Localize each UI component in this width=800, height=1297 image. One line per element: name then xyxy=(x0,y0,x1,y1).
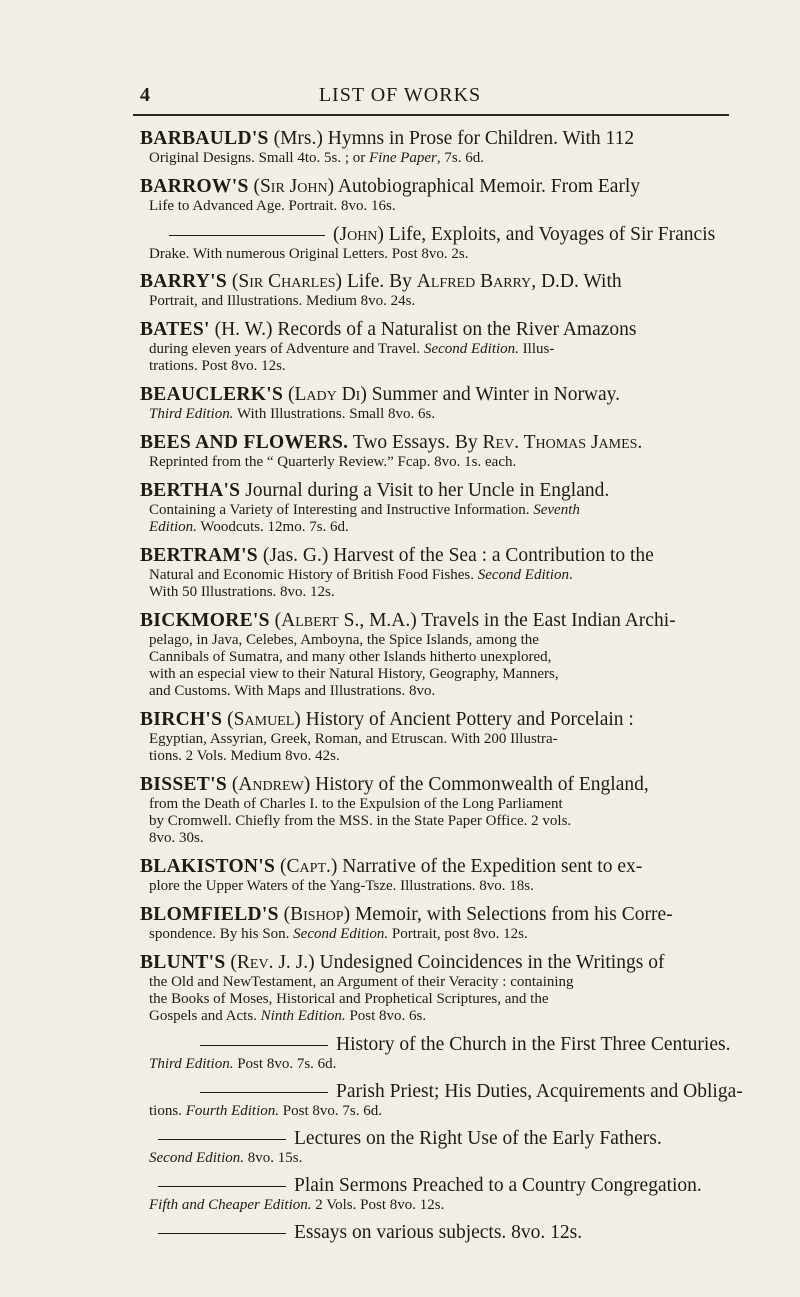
details: With 50 Illustrations. 8vo. 12s. xyxy=(149,584,335,600)
entry-beauclerk xyxy=(140,384,732,423)
details: Gospels and Acts. xyxy=(149,1008,261,1024)
details: Life to Advanced Age. Portrait. 8vo. 16s. xyxy=(149,198,396,214)
author: BERTRAM'S xyxy=(140,545,258,566)
edition-note: Fine Paper xyxy=(369,150,437,166)
author: BISSET'S xyxy=(140,774,227,795)
qualifier: (Sir Charles) xyxy=(231,271,343,292)
author: BLAKISTON'S xyxy=(140,856,276,877)
details: Natural and Economic History of British Food Fishes. xyxy=(149,567,478,583)
title: Autobiographical Memoir. From Early xyxy=(334,176,641,197)
edition-note: Second Edition. xyxy=(293,926,389,942)
title: Travels in the East Indian Archi- xyxy=(416,610,676,631)
author: BEES AND FLOWERS. xyxy=(140,432,349,453)
author: BEAUCLERK'S xyxy=(140,384,284,405)
details-line: 8vo. 30s. xyxy=(149,830,204,846)
title: Lectures on the Right Use of the Early Fathers. xyxy=(294,1128,662,1149)
author: BARROW'S xyxy=(140,176,249,197)
details: Post 8vo. 7s. 6d. xyxy=(233,1056,337,1072)
works-list xyxy=(140,128,743,1252)
entry-barrow-drake xyxy=(140,224,732,263)
details: . xyxy=(568,567,573,583)
details: With Illustrations. Small 8vo. 6s. xyxy=(233,406,436,422)
entry-bertha xyxy=(140,480,732,536)
details-line: Cannibals of Sumatra, and many other Islands hitherto unexplored, xyxy=(149,649,552,665)
details: Post 8vo. 7s. 6d. xyxy=(279,1103,382,1119)
details: 8vo. 15s. xyxy=(243,1150,303,1166)
qualifier: (Rev. J. J.) xyxy=(230,952,315,973)
entry-blomfield xyxy=(140,904,732,943)
author: BICKMORE'S xyxy=(140,610,270,631)
details-line: Egyptian, Assyrian, Greek, Roman, and Etruscan. With 200 Illustra- xyxy=(149,731,558,747)
author: BIRCH'S xyxy=(140,709,223,730)
title: With xyxy=(578,271,622,292)
entry-bertram xyxy=(140,545,732,601)
header-rule xyxy=(133,114,729,116)
title: Two Essays. By xyxy=(348,432,483,453)
title: Parish Priest; His Duties, Acquirements and Obliga- xyxy=(336,1081,743,1102)
entry-blunt-lectures xyxy=(140,1128,732,1167)
title: History of the Commonwealth of England, xyxy=(310,774,649,795)
title: Life. By xyxy=(342,271,417,292)
title: Life, Exploits, and Voyages of Sir Francis xyxy=(383,224,716,245)
author: BATES' xyxy=(140,319,210,340)
entry-bisset xyxy=(140,774,732,847)
title: Journal during a Visit to her Uncle in England. xyxy=(240,480,610,501)
entry-bickmore xyxy=(140,610,732,700)
title: Essays on various subjects. 8vo. 12s. xyxy=(294,1222,583,1243)
title: History of Ancient Pottery and Porcelain : xyxy=(300,709,634,730)
edition-note: Ninth Edition. xyxy=(260,1008,346,1024)
edition-note: Fourth Edition. xyxy=(185,1103,280,1119)
entry-barbauld xyxy=(140,128,732,167)
qualifier: (Capt.) xyxy=(280,856,338,877)
details: plore the Upper Waters of the Yang-Tsze. Illustrations. 8vo. 18s. xyxy=(149,878,534,894)
entry-blakiston xyxy=(140,856,732,895)
details: Portrait, post 8vo. 12s. xyxy=(388,926,528,942)
title: (Jas. G.) Harvest of the Sea : a Contribution to the xyxy=(257,545,654,566)
entry-birch xyxy=(140,709,732,765)
details: Post 8vo. 6s. xyxy=(345,1008,427,1024)
details-line: from the Death of Charles I. to the Expulsion of the Long Parliament xyxy=(149,796,563,812)
qualifier: (Sir John) xyxy=(253,176,335,197)
edition-note: Seventh xyxy=(533,502,580,518)
edition-note: Fifth and Cheaper Edition. xyxy=(149,1197,312,1213)
entry-blunt-sermons xyxy=(140,1175,732,1214)
title: (H. W.) Records of a Naturalist on the River Amazons xyxy=(209,319,637,340)
ditto-dash xyxy=(169,235,325,236)
entry-blunt-parish-priest xyxy=(140,1081,743,1120)
details: Illus- xyxy=(518,341,555,357)
details: tions. xyxy=(149,1103,186,1119)
entry-bees-and-flowers xyxy=(140,432,732,471)
details-line: the Old and NewTestament, an Argument of their Veracity : containing xyxy=(149,974,574,990)
qualifier: (Andrew) xyxy=(231,774,311,795)
title: Summer and Winter in Norway. xyxy=(366,384,621,405)
ditto-dash xyxy=(200,1092,328,1093)
details: spondence. By his Son. xyxy=(149,926,294,942)
entry-blunt-church-history xyxy=(140,1034,732,1073)
details-line: tions. 2 Vols. Medium 8vo. 42s. xyxy=(149,748,340,764)
details: Containing a Variety of Interesting and Instructive Information. xyxy=(149,502,534,518)
entry-blunt-essays xyxy=(140,1222,732,1244)
details-line: pelago, in Java, Celebes, Amboyna, the Spice Islands, among the xyxy=(149,632,539,648)
details: Portrait, and Illustrations. Medium 8vo. 24s. xyxy=(149,293,416,309)
title: History of the Church in the First Three Centuries. xyxy=(336,1034,731,1055)
details-line: the Books of Moses, Historical and Prophetical Scriptures, and the xyxy=(149,991,549,1007)
qualifier: (Bishop) xyxy=(283,904,351,925)
qualifier: (John) xyxy=(333,224,384,245)
qualifier: (Mrs.) xyxy=(273,128,323,149)
edition-note: Third Edition. xyxy=(149,406,234,422)
details: Drake. With numerous Original Letters. Post 8vo. 2s. xyxy=(149,246,469,262)
title: Memoir, with Selections from his Corre- xyxy=(350,904,673,925)
details: 2 Vols. Post 8vo. 12s. xyxy=(311,1197,445,1213)
title: Plain Sermons Preached to a Country Congregation. xyxy=(294,1175,702,1196)
details-line: and Customs. With Maps and Illustrations. 8vo. xyxy=(149,683,436,699)
qualifier: (Samuel) xyxy=(227,709,301,730)
entry-barry xyxy=(140,271,732,310)
author: BARBAULD'S xyxy=(140,128,269,149)
qualifier: (Albert S., M.A.) xyxy=(274,610,417,631)
ditto-dash xyxy=(200,1045,328,1046)
details: during eleven years of Adventure and Travel. xyxy=(149,341,424,357)
title: Undesigned Coincidences in the Writings of xyxy=(314,952,665,973)
title: Narrative of the Expedition sent to ex- xyxy=(337,856,643,877)
qualifier: (Lady Di) xyxy=(287,384,367,405)
entry-barrow xyxy=(140,176,732,215)
details: Woodcuts. 12mo. 7s. 6d. xyxy=(196,519,349,535)
details: trations. Post 8vo. 12s. xyxy=(149,358,286,374)
running-title: LIST OF WORKS xyxy=(318,84,482,106)
details: Reprinted from the “ Quarterly Review.” Fcap. 8vo. 1s. each. xyxy=(149,454,517,470)
author: BLUNT'S xyxy=(140,952,226,973)
edition-note: Second Edition. xyxy=(423,341,519,357)
page-number: 4 xyxy=(140,84,150,106)
details-line: with an especial view to their Natural History, Geography, Manners, xyxy=(149,666,559,682)
ditto-dash xyxy=(158,1233,286,1234)
ditto-dash xyxy=(158,1186,286,1187)
author: BERTHA'S xyxy=(140,480,241,501)
entry-blunt xyxy=(140,952,732,1025)
details: Original Designs. Small 4to. 5s. ; or xyxy=(149,150,369,166)
entry-bates xyxy=(140,319,732,375)
edition-note: Second Edition. xyxy=(149,1150,244,1166)
details-line: by Cromwell. Chiefly from the MSS. in the State Paper Office. 2 vols. xyxy=(149,813,572,829)
editor: Rev. Thomas James. xyxy=(482,432,643,453)
author: BLOMFIELD'S xyxy=(140,904,279,925)
author: BARRY'S xyxy=(140,271,228,292)
title: Hymns in Prose for Children. With 112 xyxy=(322,128,635,149)
edition-note: Second Edition xyxy=(477,567,569,583)
ditto-dash xyxy=(158,1139,286,1140)
edition-note: Third Edition. xyxy=(149,1056,234,1072)
edition-note: Edition. xyxy=(149,519,197,535)
details: , 7s. 6d. xyxy=(436,150,484,166)
editor: Alfred Barry, D.D. xyxy=(416,271,579,292)
